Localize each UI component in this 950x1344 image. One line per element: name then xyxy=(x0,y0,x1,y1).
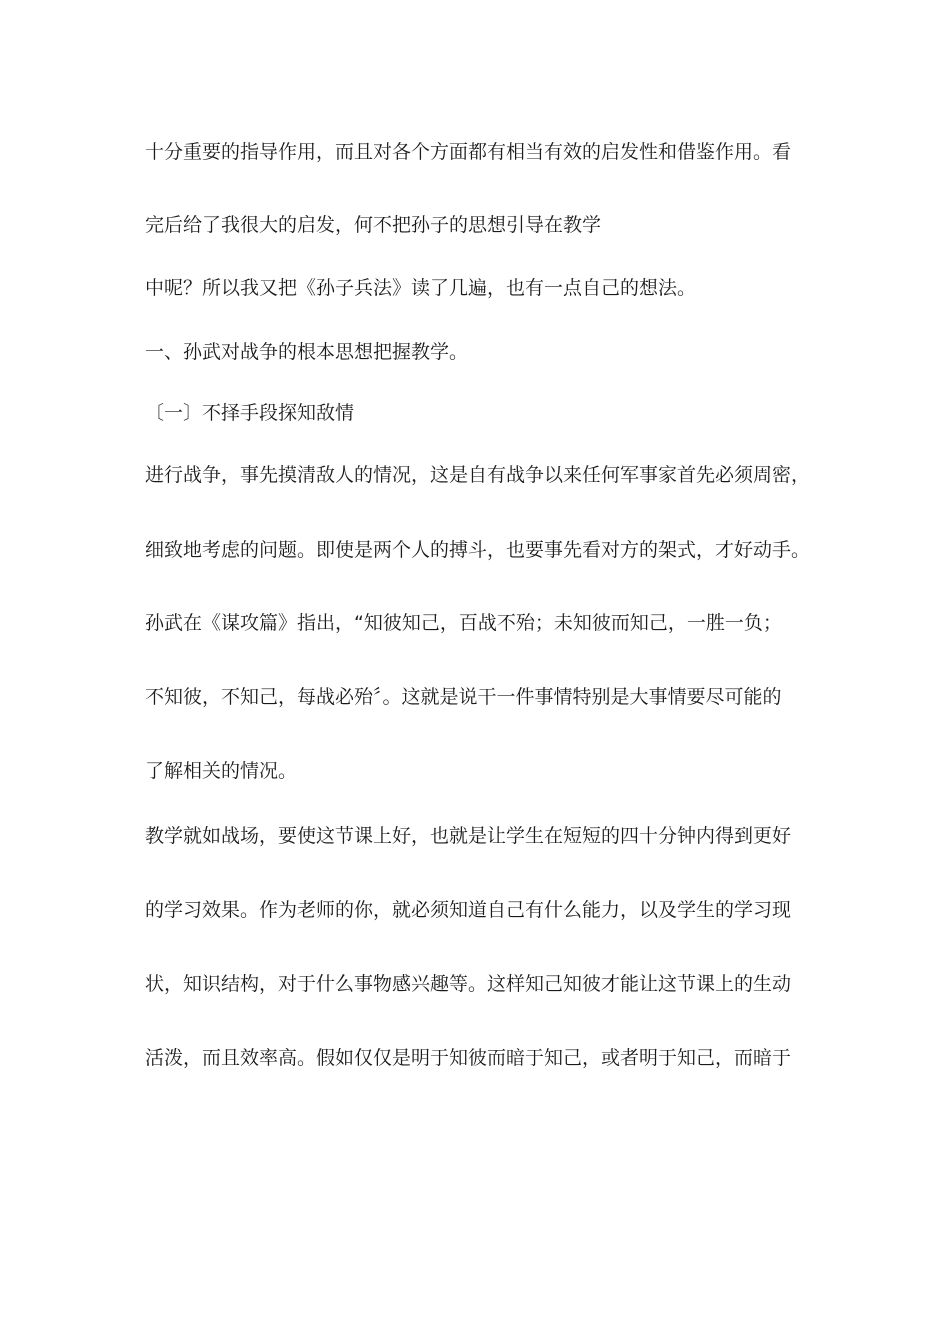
text-line: 十分重要的指导作用，而且对各个方面都有相当有效的启发性和借鉴作用。看 xyxy=(145,141,792,163)
text-line: 进行战争，事先摸清敌人的情况，这是自有战争以来任何军事家首先必须周密， xyxy=(145,464,811,486)
text-line: 中呢？所以我又把《孙子兵法》读了几遍，也有一点自己的想法。 xyxy=(145,277,697,299)
subsection-heading: 〔一〕不择手段探知敌情 xyxy=(145,402,355,424)
text-line: 状，知识结构，对于什么事物感兴趣等。这样知己知彼才能让这节课上的生动 xyxy=(145,973,792,995)
text-line: 活泼，而且效率高。假如仅仅是明于知彼而暗于知己，或者明于知己，而暗于 xyxy=(145,1047,792,1069)
section-heading: 一、孙武对战争的根本思想把握教学。 xyxy=(145,341,469,363)
text-line: 了解相关的情况。 xyxy=(145,760,298,782)
text-line: 完后给了我很大的启发，何不把孙子的思想引导在教学 xyxy=(145,214,602,236)
text-line: 不知彼，不知己，每战必殆〞。这就是说干一件事情特别是大事情要尽可能的 xyxy=(145,686,782,708)
text-line: 的学习效果。作为老师的你，就必须知道自己有什么能力，以及学生的学习现 xyxy=(145,899,792,921)
text-line: 教学就如战场，要使这节课上好，也就是让学生在短短的四十分钟内得到更好 xyxy=(145,825,792,847)
text-line: 孙武在《谋攻篇》指出，“知彼知己，百战不殆；未知彼而知己，一胜一负； xyxy=(145,612,782,634)
text-line: 细致地考虑的问题。即使是两个人的搏斗，也要事先看对方的架式，才好动手。 xyxy=(145,539,811,561)
